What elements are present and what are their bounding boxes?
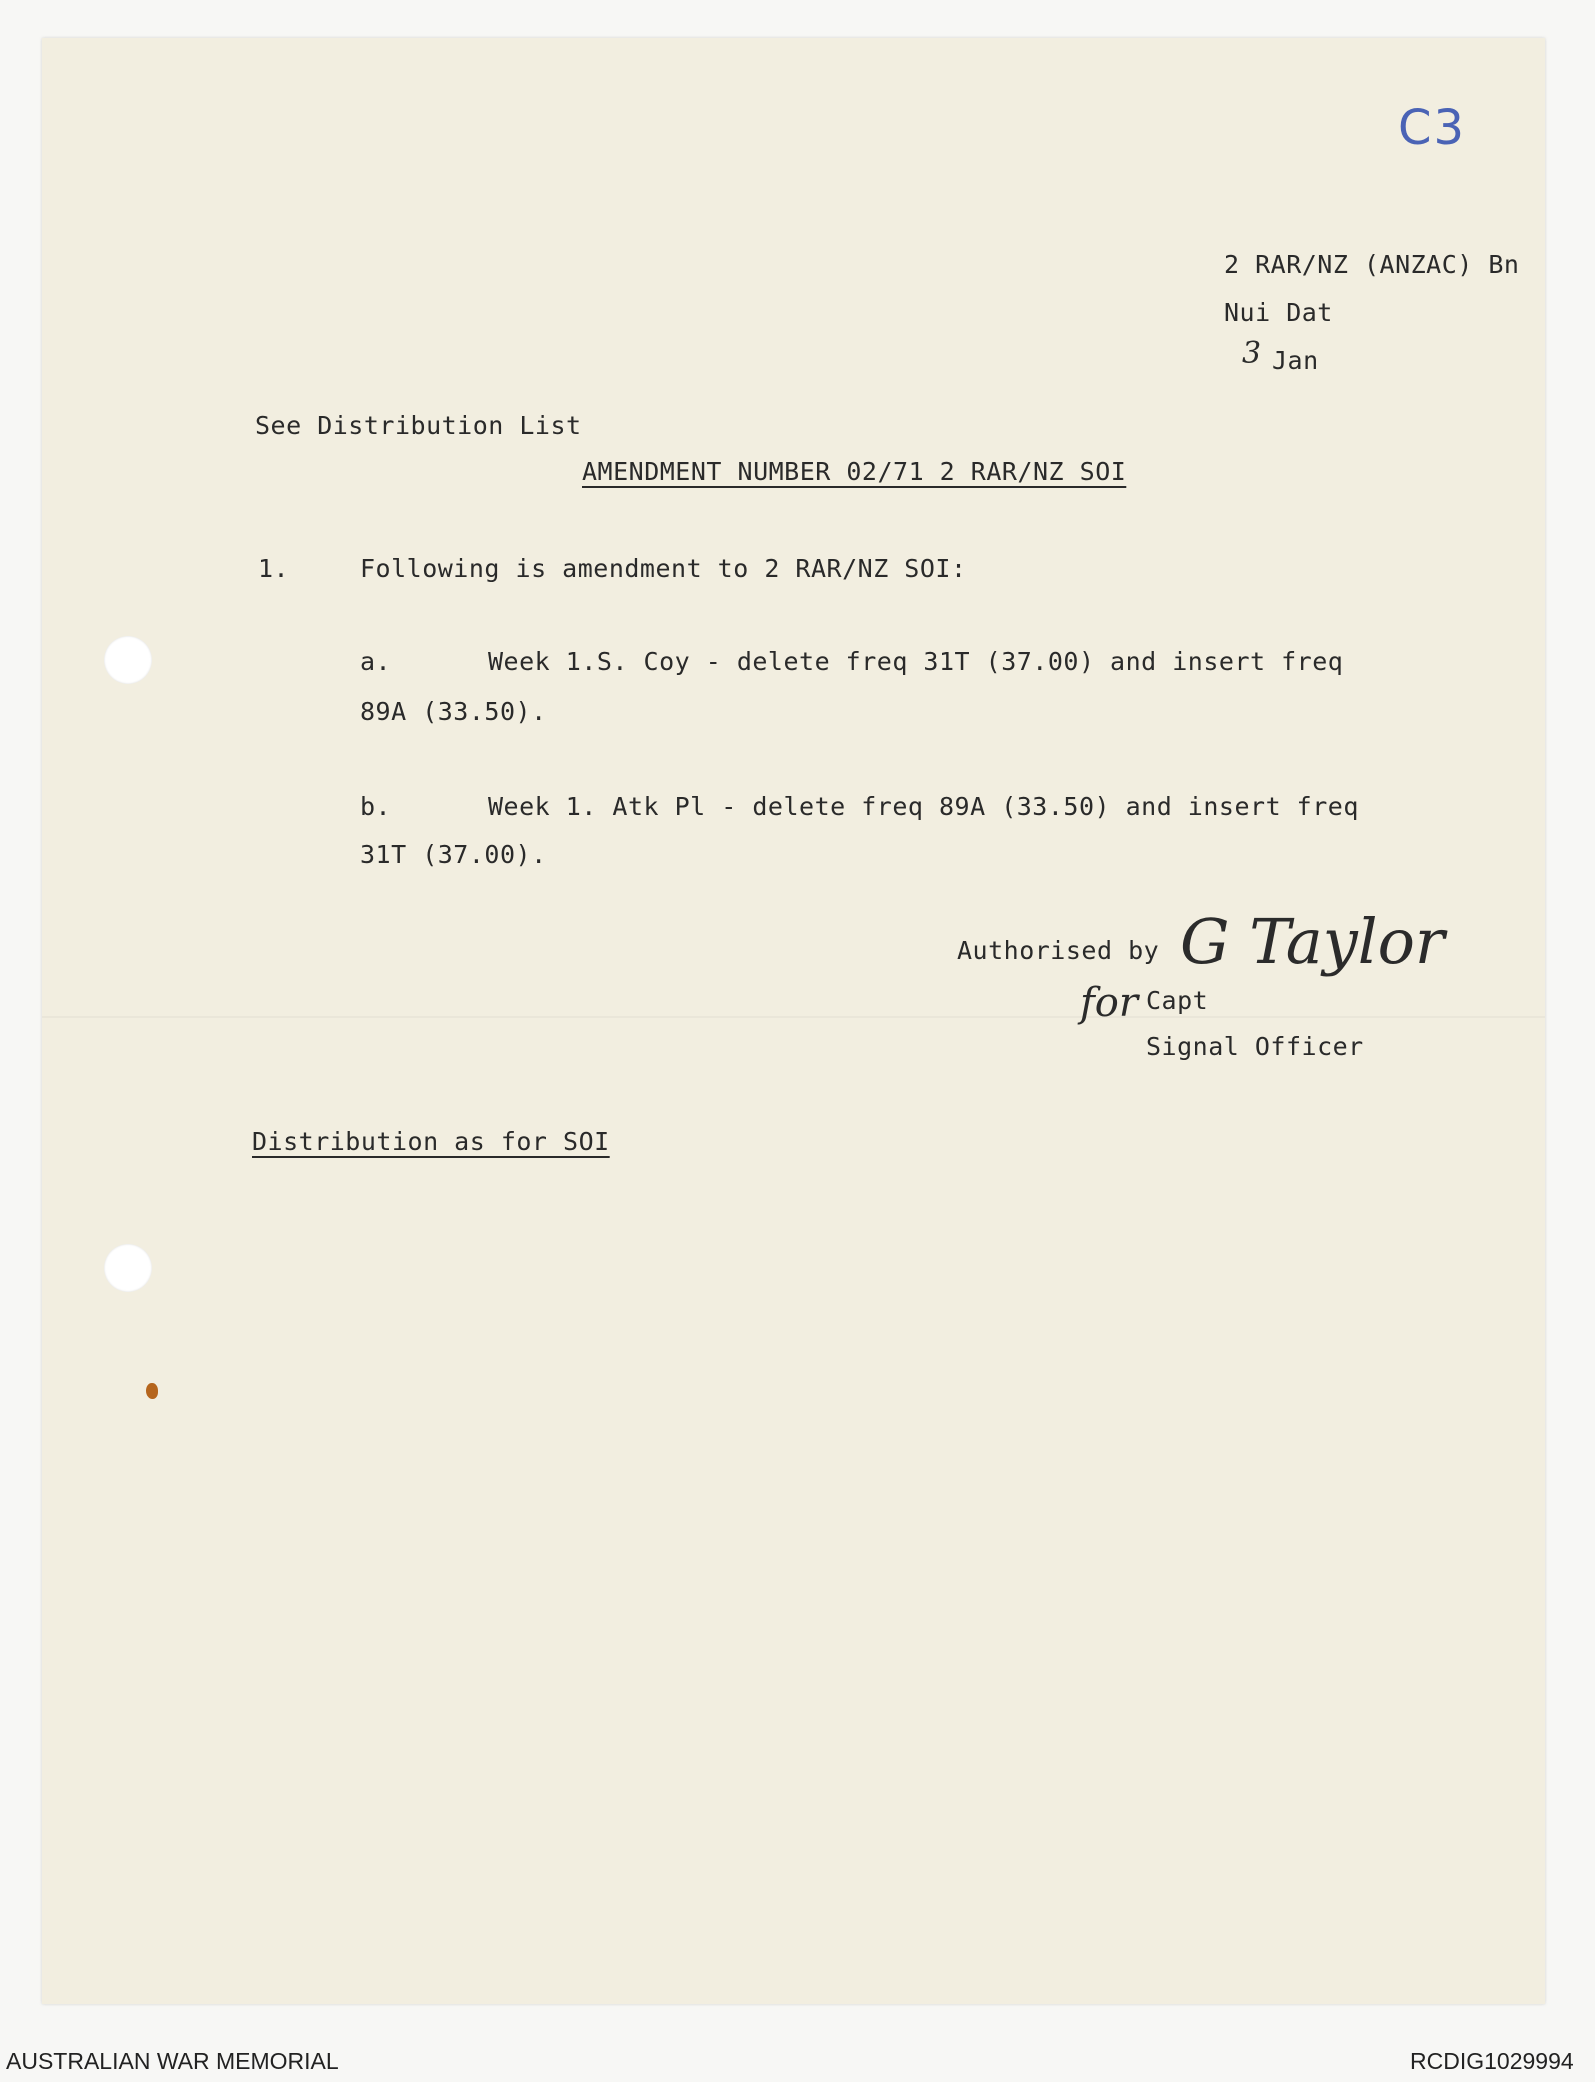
- item-b-letter: b.: [360, 792, 392, 821]
- item-b-line2: 31T (37.00).: [360, 840, 547, 869]
- for-prefix-handwritten: for: [1080, 980, 1139, 1026]
- letterhead-unit: 2 RAR/NZ (ANZAC) Bn: [1224, 250, 1520, 279]
- punch-hole-top: [104, 636, 152, 684]
- item-a-line2: 89A (33.50).: [360, 697, 547, 726]
- signatory-title: Signal Officer: [1146, 1032, 1364, 1061]
- authorised-by-label: Authorised by: [957, 936, 1160, 965]
- item-a-line1: Week 1.S. Coy - delete freq 31T (37.00) and insert freq: [488, 647, 1344, 676]
- paragraph-number: 1.: [258, 554, 290, 583]
- letterhead-month: Jan: [1272, 346, 1319, 375]
- handwritten-signature: G Taylor: [1180, 905, 1445, 978]
- date-day-handwritten: 3: [1242, 336, 1262, 371]
- subject-heading: AMENDMENT NUMBER 02/71 2 RAR/NZ SOI: [582, 457, 1127, 486]
- item-a-letter: a.: [360, 647, 392, 676]
- paragraph-text: Following is amendment to 2 RAR/NZ SOI:: [360, 554, 967, 583]
- archive-ref-mark: C3: [1398, 100, 1467, 156]
- footer-archive-name: AUSTRALIAN WAR MEMORIAL: [6, 2048, 339, 2074]
- addressee: See Distribution List: [255, 411, 582, 440]
- item-b-line1: Week 1. Atk Pl - delete freq 89A (33.50) and insert freq: [488, 792, 1359, 821]
- footer-record-id: RCDIG1029994: [1410, 2048, 1574, 2074]
- distribution-note: Distribution as for SOI: [252, 1127, 610, 1156]
- letterhead-location: Nui Dat: [1224, 298, 1333, 327]
- rust-stain: [146, 1383, 158, 1399]
- paper-fold: [42, 1016, 1545, 1018]
- document-page: [42, 38, 1545, 2004]
- signatory-rank: Capt: [1146, 986, 1209, 1015]
- punch-hole-bottom: [104, 1244, 152, 1292]
